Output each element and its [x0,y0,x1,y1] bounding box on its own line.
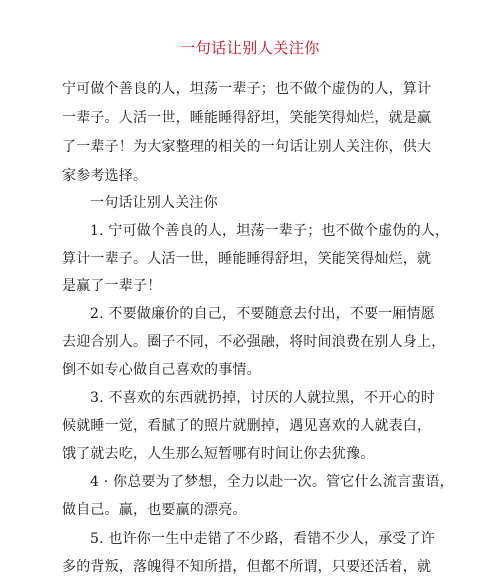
item-2-line-1: 2. 不要做廉价的自己，不要随意去付出，不要一厢情愿 [90,306,436,322]
item-1-line-1: 1. 宁可做个善良的人，坦荡一辈子；也不做个虚伪的人， [90,223,450,239]
intro-line-1: 宁可做个善良的人，坦荡一辈子；也不做个虚伪的人，算计 [62,81,432,97]
item-3-line-1: 3. 不喜欢的东西就扔掉，讨厌的人就拉黑，不开心的时 [90,390,436,406]
intro-line-4: 家参考选择。 [62,168,148,184]
item-4-line-2: 做自己。赢，也要赢的漂亮。 [62,502,247,518]
item-2-line-3: 倒不如专心做自己喜欢的事情。 [62,362,261,378]
item-3-line-2: 候就睡一觉，看腻了的照片就删掉，遇见喜欢的人就表白， [62,418,432,434]
item-4-line-1: 4 · 你总要为了梦想，全力以赴一次。管它什么流言蜚语， [90,474,454,490]
item-3-line-3: 饿了就去吃，人生那么短暂哪有时间让你去犹豫。 [62,446,375,462]
item-5-line-2: 多的背叛，落魄得不知所措，但都不所谓，只要还活着，就 [62,559,432,575]
section-heading: 一句话让别人关注你 [90,195,218,211]
intro-line-2: 一辈子。人活一世，睡能睡得舒坦，笑能笑得灿烂，就是赢 [62,110,432,126]
item-1-line-2: 算计一辈子。人活一世，睡能睡得舒坦，笑能笑得灿烂，就 [62,251,432,267]
item-1-line-3: 是赢了一辈子！ [62,278,162,294]
item-5-line-1: 5. 也许你一生中走错了不少路，看错不少人，承受了许 [90,531,436,547]
intro-line-3: 了一辈子！为大家整理的相关的一句话让别人关注你，供大 [62,139,432,155]
item-2-line-2: 去迎合别人。圈子不同，不必强融，将时间浪费在别人身上， [62,334,446,350]
document-title: 一句话让别人关注你 [180,39,320,57]
